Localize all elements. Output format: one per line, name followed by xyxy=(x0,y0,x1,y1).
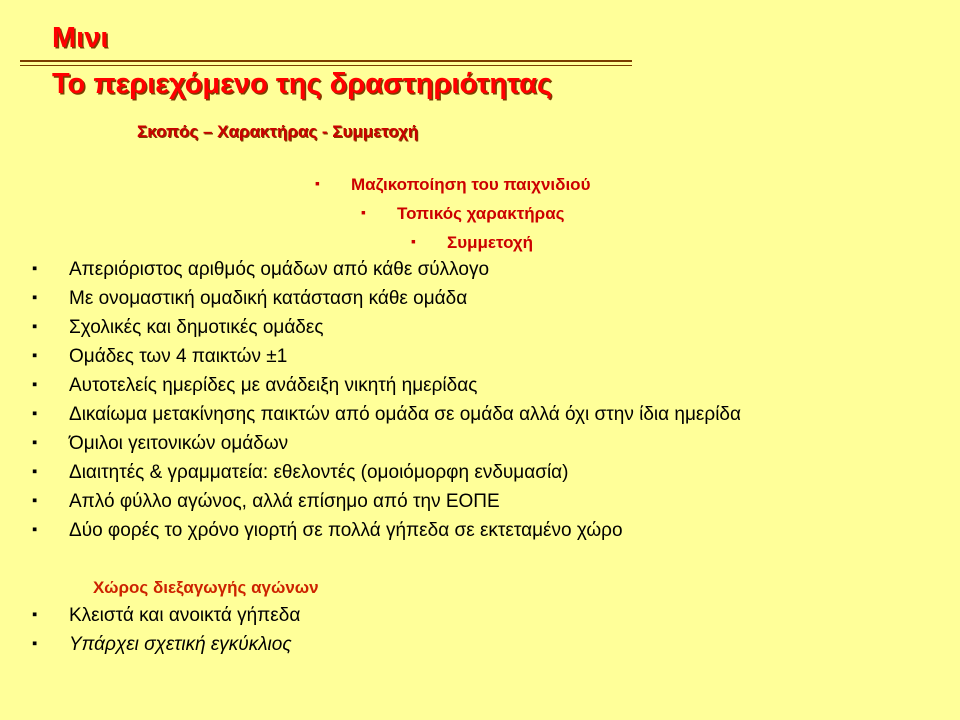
list-item xyxy=(32,375,478,397)
bullet-icon: ▪ xyxy=(32,606,38,623)
list-item xyxy=(32,317,324,339)
list-item-text: Απεριόριστος αριθμός ομάδων από κάθε σύλλογο xyxy=(69,259,490,280)
bullet-icon: ▪ xyxy=(32,318,38,335)
list-item xyxy=(32,433,289,455)
title-divider-thin xyxy=(20,65,632,66)
key-point xyxy=(315,175,591,195)
bullet-icon: ▪ xyxy=(32,463,38,480)
key-point-label: Συμμετοχή xyxy=(447,233,534,252)
list-item-text: Υπάρχει σχετική εγκύκλιος xyxy=(69,634,292,655)
list-item xyxy=(32,605,301,627)
bullet-icon: ▪ xyxy=(32,521,38,538)
bullet-icon: ▪ xyxy=(32,347,38,364)
key-point-label: Τοπικός χαρακτήρας xyxy=(397,204,565,223)
bullet-icon: ▪ xyxy=(32,260,38,277)
list-item-text: Απλό φύλλο αγώνος, αλλά επίσημο από την ΕΟΠΕ xyxy=(69,491,500,512)
bullet-icon: ▪ xyxy=(32,376,38,393)
list-item-text: Όμιλοι γειτονικών ομάδων xyxy=(69,433,289,454)
bullet-icon: ▪ xyxy=(315,175,320,191)
list-item-text: Κλειστά και ανοικτά γήπεδα xyxy=(69,605,301,626)
list-item-text: Δύο φορές το χρόνο γιορτή σε πολλά γήπεδα σε εκτεταμένο χώρο xyxy=(69,520,623,541)
bullet-icon: ▪ xyxy=(411,233,416,249)
venue-heading: Χώρος διεξαγωγής αγώνων xyxy=(93,578,319,597)
list-item xyxy=(32,520,623,542)
list-item xyxy=(32,346,288,368)
bullet-icon: ▪ xyxy=(32,434,38,451)
list-item-text: Δικαίωμα μετακίνησης παικτών από ομάδα σε ομάδα αλλά όχι στην ίδια ημερίδα xyxy=(69,404,741,425)
list-item xyxy=(32,634,292,656)
bullet-icon: ▪ xyxy=(32,492,38,509)
bullet-icon: ▪ xyxy=(32,289,38,306)
bullet-icon: ▪ xyxy=(361,204,366,220)
list-item-text: Σχολικές και δημοτικές ομάδες xyxy=(69,317,324,338)
key-point xyxy=(411,233,534,253)
key-point xyxy=(361,204,565,224)
slide-heading: Το περιεχόμενο της δραστηριότητας xyxy=(52,68,553,100)
section-tagline: Σκοπός – Χαρακτήρας - Συμμετοχή xyxy=(137,122,419,141)
list-item xyxy=(32,462,569,484)
list-item-text: Αυτοτελείς ημερίδες με ανάδειξη νικητή ημερίδας xyxy=(69,375,478,396)
key-point-label: Μαζικοποίηση του παιχνιδιού xyxy=(351,175,591,194)
bullet-icon: ▪ xyxy=(32,405,38,422)
slide-title: Μινι xyxy=(52,22,109,54)
list-item-text: Με ονομαστική ομαδική κατάσταση κάθε ομάδα xyxy=(69,288,468,309)
list-item-text: Διαιτητές & γραμματεία: εθελοντές (ομοιόμορφη ενδυμασία) xyxy=(69,462,569,483)
list-item xyxy=(32,288,468,310)
list-item xyxy=(32,491,500,513)
title-divider-thick xyxy=(20,60,632,62)
list-item xyxy=(32,259,490,281)
list-item-text: Ομάδες των 4 παικτών ±1 xyxy=(69,346,288,367)
bullet-icon: ▪ xyxy=(32,635,38,652)
list-item xyxy=(32,404,741,426)
